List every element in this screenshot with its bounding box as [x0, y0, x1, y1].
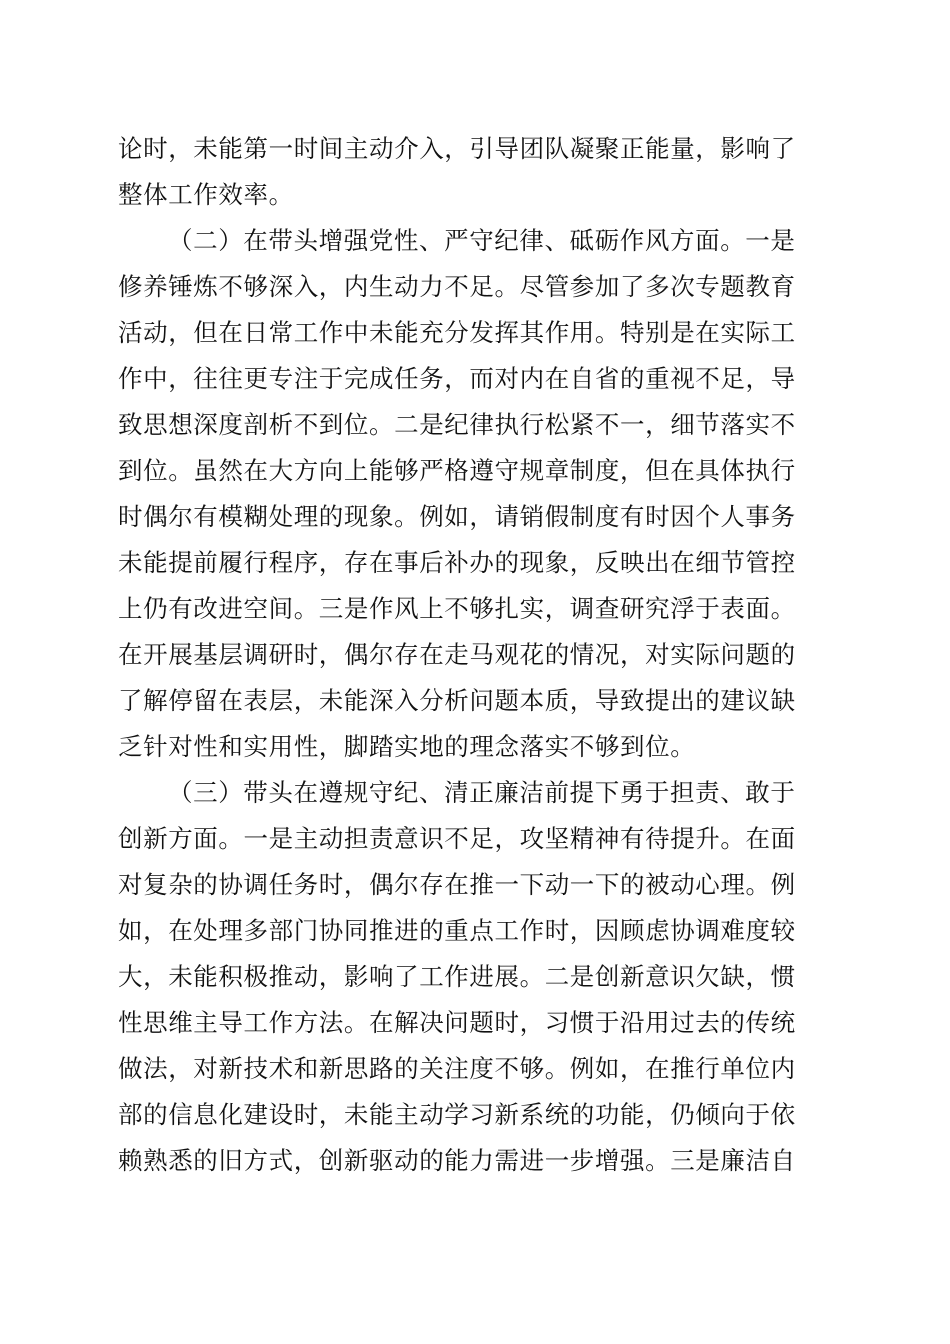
text-line: 未能提前履行程序，存在事后补办的现象，反映出在细节管控: [118, 548, 796, 577]
section-heading-line: （三）带头在遵规守纪、清正廉洁前提下勇于担责、敢于: [168, 778, 796, 807]
text-line: 整体工作效率。: [118, 180, 294, 209]
text-line: 了解停留在表层，未能深入分析问题本质，导致提出的建议缺: [118, 686, 796, 715]
text-line: 性思维主导工作方法。在解决问题时，习惯于沿用过去的传统: [118, 1008, 796, 1037]
text-line: 在开展基层调研时，偶尔存在走马观花的情况，对实际问题的: [118, 640, 796, 669]
text-line: 致思想深度剖析不到位。二是纪律执行松紧不一，细节落实不: [118, 410, 796, 439]
text-line: 创新方面。一是主动担责意识不足，攻坚精神有待提升。在面: [118, 824, 796, 853]
text-line: 如，在处理多部门协同推进的重点工作时，因顾虑协调难度较: [118, 916, 796, 945]
text-line: 赖熟悉的旧方式，创新驱动的能力需进一步增强。三是廉洁自: [118, 1146, 796, 1175]
text-line: 上仍有改进空间。三是作风上不够扎实，调查研究浮于表面。: [118, 594, 796, 623]
text-line: 作中，往往更专注于完成任务，而对内在自省的重视不足，导: [118, 364, 796, 393]
section-heading-line: （二）在带头增强党性、严守纪律、砥砺作风方面。一是: [168, 226, 796, 255]
text-line: 时偶尔有模糊处理的现象。例如，请销假制度有时因个人事务: [118, 502, 796, 531]
text-line: 活动，但在日常工作中未能充分发挥其作用。特别是在实际工: [118, 318, 796, 347]
text-line: 论时，未能第一时间主动介入，引导团队凝聚正能量，影响了: [118, 134, 796, 163]
text-line: 大，未能积极推动，影响了工作进展。二是创新意识欠缺，惯: [118, 962, 796, 991]
text-line: 做法，对新技术和新思路的关注度不够。例如，在推行单位内: [118, 1054, 796, 1083]
text-line: 修养锤炼不够深入，内生动力不足。尽管参加了多次专题教育: [118, 272, 796, 301]
text-line: 到位。虽然在大方向上能够严格遵守规章制度，但在具体执行: [118, 456, 796, 485]
text-line: 部的信息化建设时，未能主动学习新系统的功能，仍倾向于依: [118, 1100, 796, 1129]
document-page: [118, 126, 808, 1184]
text-line: 对复杂的协调任务时，偶尔存在推一下动一下的被动心理。例: [118, 870, 796, 899]
text-line: 乏针对性和实用性，脚踏实地的理念落实不够到位。: [118, 732, 696, 761]
